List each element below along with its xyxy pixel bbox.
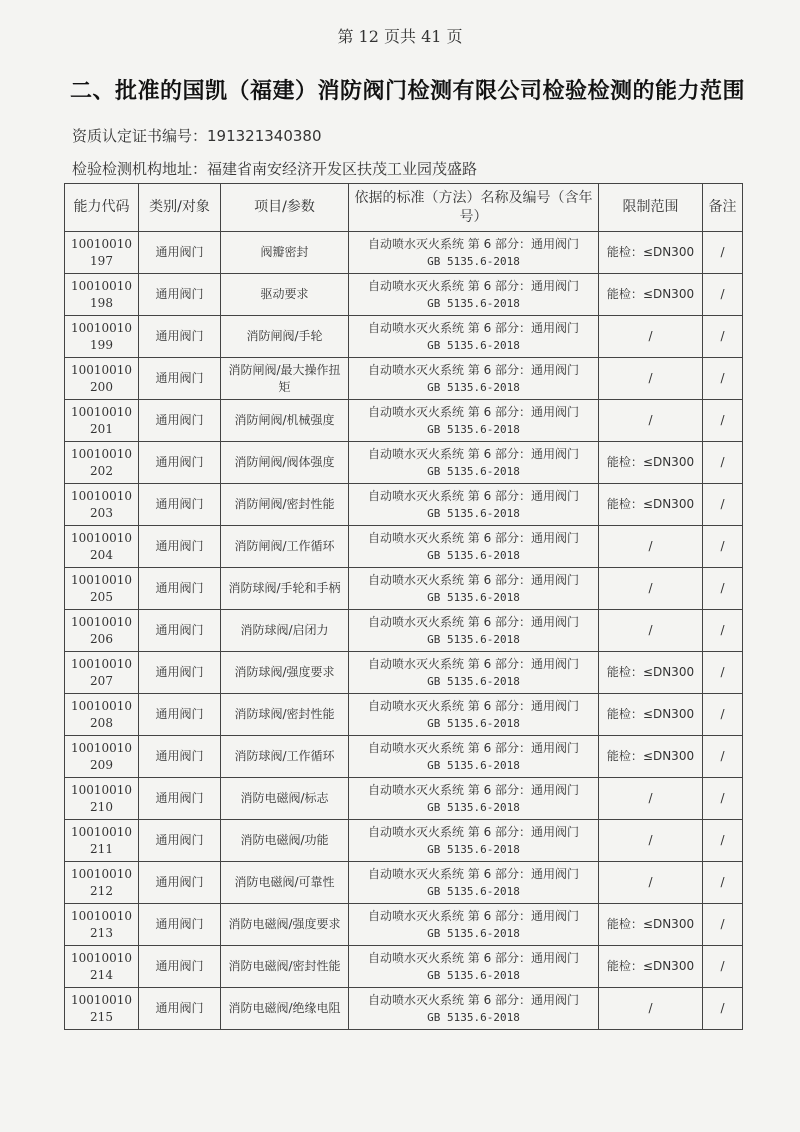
capability-table — [64, 183, 743, 1030]
cell-note: / — [703, 442, 743, 484]
code-prefix: 10010010 — [70, 698, 133, 713]
standard-name: 自动喷水灭火系统 第 6 部分：通用阀门 — [367, 530, 580, 545]
code-prefix: 10010010 — [70, 320, 133, 335]
cell-standard — [349, 484, 599, 526]
cell-note: / — [703, 358, 743, 400]
cell-limit: / — [599, 778, 703, 820]
cell-category: 通用阀门 — [139, 610, 221, 652]
code-suffix: 198 — [90, 295, 113, 310]
cell-note: / — [703, 568, 743, 610]
cell-limit: 能检：≤DN300 — [599, 232, 703, 274]
cell-item: 消防电磁阀/强度要求 — [221, 904, 349, 946]
table-row — [65, 610, 743, 652]
cell-category: 通用阀门 — [139, 568, 221, 610]
cell-code — [65, 358, 139, 400]
standard-name: 自动喷水灭火系统 第 6 部分：通用阀门 — [367, 740, 580, 755]
cell-limit: / — [599, 400, 703, 442]
standard-number: GB 5135.6-2018 — [427, 632, 520, 646]
code-prefix: 10010010 — [70, 278, 133, 293]
page-number: 第 12 页共 41 页 — [337, 27, 463, 46]
cell-standard — [349, 820, 599, 862]
code-prefix: 10010010 — [70, 572, 133, 587]
cell-item: 消防球阀/启闭力 — [221, 610, 349, 652]
cell-limit: / — [599, 988, 703, 1030]
header-item: 项目/参数 — [221, 184, 349, 232]
cell-limit: / — [599, 610, 703, 652]
cell-category: 通用阀门 — [139, 862, 221, 904]
cell-item: 消防闸阀/最大操作扭矩 — [221, 358, 349, 400]
code-prefix: 10010010 — [70, 614, 133, 629]
header-limit: 限制范围 — [599, 184, 703, 232]
table-row — [65, 232, 743, 274]
standard-name: 自动喷水灭火系统 第 6 部分：通用阀门 — [367, 992, 580, 1007]
cell-item: 消防电磁阀/功能 — [221, 820, 349, 862]
code-prefix: 10010010 — [70, 782, 133, 797]
cell-standard — [349, 904, 599, 946]
cell-note: / — [703, 652, 743, 694]
cell-standard — [349, 694, 599, 736]
code-suffix: 210 — [90, 799, 113, 814]
code-prefix: 10010010 — [70, 530, 133, 545]
standard-number: GB 5135.6-2018 — [427, 548, 520, 562]
cell-standard — [349, 568, 599, 610]
code-suffix: 211 — [90, 841, 113, 856]
standard-name: 自动喷水灭火系统 第 6 部分：通用阀门 — [367, 404, 580, 419]
standard-number: GB 5135.6-2018 — [427, 338, 520, 352]
cell-category: 通用阀门 — [139, 946, 221, 988]
cell-category: 通用阀门 — [139, 358, 221, 400]
cell-item: 消防闸阀/工作循环 — [221, 526, 349, 568]
cell-item: 消防球阀/强度要求 — [221, 652, 349, 694]
cell-item: 消防闸阀/密封性能 — [221, 484, 349, 526]
table-row — [65, 526, 743, 568]
cell-standard — [349, 862, 599, 904]
table-row — [65, 862, 743, 904]
cell-standard — [349, 736, 599, 778]
cell-note: / — [703, 232, 743, 274]
cell-code — [65, 274, 139, 316]
code-prefix: 10010010 — [70, 992, 133, 1007]
cell-code — [65, 484, 139, 526]
cell-note: / — [703, 400, 743, 442]
cell-item: 阀瓣密封 — [221, 232, 349, 274]
cell-standard — [349, 232, 599, 274]
cell-standard — [349, 358, 599, 400]
cell-limit: / — [599, 820, 703, 862]
standard-number: GB 5135.6-2018 — [427, 674, 520, 688]
cell-code — [65, 988, 139, 1030]
standard-number: GB 5135.6-2018 — [427, 758, 520, 772]
cell-category: 通用阀门 — [139, 232, 221, 274]
cell-item: 消防电磁阀/标志 — [221, 778, 349, 820]
standard-name: 自动喷水灭火系统 第 6 部分：通用阀门 — [367, 362, 580, 377]
code-suffix: 200 — [90, 379, 113, 394]
table-row — [65, 694, 743, 736]
code-suffix: 209 — [90, 757, 113, 772]
cell-note: / — [703, 526, 743, 568]
table-row — [65, 568, 743, 610]
cell-note: / — [703, 694, 743, 736]
standard-name: 自动喷水灭火系统 第 6 部分：通用阀门 — [367, 488, 580, 503]
cell-limit: 能检：≤DN300 — [599, 736, 703, 778]
code-suffix: 208 — [90, 715, 113, 730]
standard-name: 自动喷水灭火系统 第 6 部分：通用阀门 — [367, 572, 580, 587]
standard-name: 自动喷水灭火系统 第 6 部分：通用阀门 — [367, 446, 580, 461]
table-row — [65, 946, 743, 988]
cell-code — [65, 652, 139, 694]
cell-category: 通用阀门 — [139, 820, 221, 862]
cell-item: 消防闸阀/阀体强度 — [221, 442, 349, 484]
standard-number: GB 5135.6-2018 — [427, 968, 520, 982]
table-row — [65, 400, 743, 442]
cell-note: / — [703, 316, 743, 358]
standard-number: GB 5135.6-2018 — [427, 1010, 520, 1024]
table-row — [65, 316, 743, 358]
cell-code — [65, 442, 139, 484]
code-suffix: 202 — [90, 463, 113, 478]
standard-number: GB 5135.6-2018 — [427, 380, 520, 394]
certificate-number: 资质认定证书编号：191321340380 — [72, 127, 322, 145]
cell-note: / — [703, 904, 743, 946]
cell-category: 通用阀门 — [139, 904, 221, 946]
cell-standard — [349, 442, 599, 484]
cell-code — [65, 946, 139, 988]
cell-code — [65, 736, 139, 778]
cell-standard — [349, 778, 599, 820]
standard-name: 自动喷水灭火系统 第 6 部分：通用阀门 — [367, 656, 580, 671]
cell-item: 消防闸阀/手轮 — [221, 316, 349, 358]
standard-number: GB 5135.6-2018 — [427, 506, 520, 520]
standard-number: GB 5135.6-2018 — [427, 296, 520, 310]
cell-code — [65, 778, 139, 820]
standard-name: 自动喷水灭火系统 第 6 部分：通用阀门 — [367, 320, 580, 335]
cell-category: 通用阀门 — [139, 274, 221, 316]
cell-code — [65, 694, 139, 736]
table-row — [65, 820, 743, 862]
code-suffix: 205 — [90, 589, 113, 604]
cell-note: / — [703, 274, 743, 316]
cell-note: / — [703, 736, 743, 778]
table-row — [65, 652, 743, 694]
cell-limit: 能检：≤DN300 — [599, 484, 703, 526]
standard-number: GB 5135.6-2018 — [427, 842, 520, 856]
cell-standard — [349, 274, 599, 316]
cell-limit: / — [599, 526, 703, 568]
standard-number: GB 5135.6-2018 — [427, 884, 520, 898]
cell-category: 通用阀门 — [139, 526, 221, 568]
cell-category: 通用阀门 — [139, 484, 221, 526]
table-row — [65, 358, 743, 400]
cell-standard — [349, 652, 599, 694]
code-suffix: 213 — [90, 925, 113, 940]
code-suffix: 199 — [90, 337, 113, 352]
cell-standard — [349, 988, 599, 1030]
cell-standard — [349, 400, 599, 442]
cell-standard — [349, 946, 599, 988]
standard-number: GB 5135.6-2018 — [427, 590, 520, 604]
cell-note: / — [703, 988, 743, 1030]
cell-code — [65, 232, 139, 274]
cell-limit: 能检：≤DN300 — [599, 652, 703, 694]
cell-note: / — [703, 610, 743, 652]
cell-item: 消防闸阀/机械强度 — [221, 400, 349, 442]
code-prefix: 10010010 — [70, 446, 133, 461]
code-suffix: 203 — [90, 505, 113, 520]
standard-number: GB 5135.6-2018 — [427, 926, 520, 940]
cell-limit: / — [599, 568, 703, 610]
cell-code — [65, 904, 139, 946]
table-header-row — [65, 184, 743, 232]
cell-limit: / — [599, 358, 703, 400]
cell-limit: 能检：≤DN300 — [599, 694, 703, 736]
cell-code — [65, 610, 139, 652]
cell-code — [65, 526, 139, 568]
code-prefix: 10010010 — [70, 824, 133, 839]
code-prefix: 10010010 — [70, 950, 133, 965]
cell-standard — [349, 316, 599, 358]
institution-address: 检验检测机构地址：福建省南安经济开发区扶茂工业园茂盛路 — [72, 160, 478, 178]
cell-limit: / — [599, 316, 703, 358]
code-prefix: 10010010 — [70, 656, 133, 671]
header-note: 备注 — [703, 184, 743, 232]
code-suffix: 215 — [90, 1009, 113, 1024]
standard-name: 自动喷水灭火系统 第 6 部分：通用阀门 — [367, 614, 580, 629]
cell-category: 通用阀门 — [139, 442, 221, 484]
table-row — [65, 778, 743, 820]
cell-item: 消防球阀/工作循环 — [221, 736, 349, 778]
code-suffix: 207 — [90, 673, 113, 688]
cell-category: 通用阀门 — [139, 316, 221, 358]
code-suffix: 212 — [90, 883, 113, 898]
cell-limit: 能检：≤DN300 — [599, 274, 703, 316]
cell-item: 消防电磁阀/可靠性 — [221, 862, 349, 904]
cell-category: 通用阀门 — [139, 778, 221, 820]
cell-category: 通用阀门 — [139, 988, 221, 1030]
cell-item: 消防球阀/手轮和手柄 — [221, 568, 349, 610]
cell-category: 通用阀门 — [139, 652, 221, 694]
standard-name: 自动喷水灭火系统 第 6 部分：通用阀门 — [367, 236, 580, 251]
standard-number: GB 5135.6-2018 — [427, 254, 520, 268]
cell-limit: / — [599, 862, 703, 904]
code-prefix: 10010010 — [70, 236, 133, 251]
standard-name: 自动喷水灭火系统 第 6 部分：通用阀门 — [367, 698, 580, 713]
standard-name: 自动喷水灭火系统 第 6 部分：通用阀门 — [367, 824, 580, 839]
code-prefix: 10010010 — [70, 488, 133, 503]
standard-name: 自动喷水灭火系统 第 6 部分：通用阀门 — [367, 866, 580, 881]
table-row — [65, 736, 743, 778]
cell-standard — [349, 610, 599, 652]
standard-number: GB 5135.6-2018 — [427, 422, 520, 436]
cell-item: 消防电磁阀/密封性能 — [221, 946, 349, 988]
cell-code — [65, 820, 139, 862]
cell-item: 驱动要求 — [221, 274, 349, 316]
table-row — [65, 904, 743, 946]
table-row — [65, 442, 743, 484]
code-suffix: 204 — [90, 547, 113, 562]
table-row — [65, 988, 743, 1030]
code-suffix: 214 — [90, 967, 113, 982]
code-prefix: 10010010 — [70, 908, 133, 923]
code-prefix: 10010010 — [70, 740, 133, 755]
cell-limit: 能检：≤DN300 — [599, 904, 703, 946]
section-heading: 二、批准的国凯（福建）消防阀门检测有限公司检验检测的能力范围 — [70, 79, 746, 104]
cell-limit: 能检：≤DN300 — [599, 442, 703, 484]
cell-code — [65, 862, 139, 904]
cell-category: 通用阀门 — [139, 694, 221, 736]
standard-name: 自动喷水灭火系统 第 6 部分：通用阀门 — [367, 782, 580, 797]
code-suffix: 201 — [90, 421, 113, 436]
cell-code — [65, 316, 139, 358]
cell-limit: 能检：≤DN300 — [599, 946, 703, 988]
cell-code — [65, 400, 139, 442]
cell-note: / — [703, 484, 743, 526]
code-suffix: 206 — [90, 631, 113, 646]
cell-note: / — [703, 862, 743, 904]
cell-item: 消防电磁阀/绝缘电阻 — [221, 988, 349, 1030]
cell-note: / — [703, 820, 743, 862]
code-prefix: 10010010 — [70, 362, 133, 377]
cell-standard — [349, 526, 599, 568]
cell-category: 通用阀门 — [139, 400, 221, 442]
cell-category: 通用阀门 — [139, 736, 221, 778]
header-standard: 依据的标准（方法）名称及编号（含年号） — [349, 184, 599, 232]
code-suffix: 197 — [90, 253, 113, 268]
header-category: 类别/对象 — [139, 184, 221, 232]
standard-number: GB 5135.6-2018 — [427, 464, 520, 478]
standard-number: GB 5135.6-2018 — [427, 716, 520, 730]
table-row — [65, 484, 743, 526]
standard-name: 自动喷水灭火系统 第 6 部分：通用阀门 — [367, 908, 580, 923]
table-row — [65, 274, 743, 316]
header-code: 能力代码 — [65, 184, 139, 232]
cell-code — [65, 568, 139, 610]
code-prefix: 10010010 — [70, 866, 133, 881]
standard-number: GB 5135.6-2018 — [427, 800, 520, 814]
cell-note: / — [703, 946, 743, 988]
standard-name: 自动喷水灭火系统 第 6 部分：通用阀门 — [367, 950, 580, 965]
standard-name: 自动喷水灭火系统 第 6 部分：通用阀门 — [367, 278, 580, 293]
cell-note: / — [703, 778, 743, 820]
code-prefix: 10010010 — [70, 404, 133, 419]
cell-item: 消防球阀/密封性能 — [221, 694, 349, 736]
